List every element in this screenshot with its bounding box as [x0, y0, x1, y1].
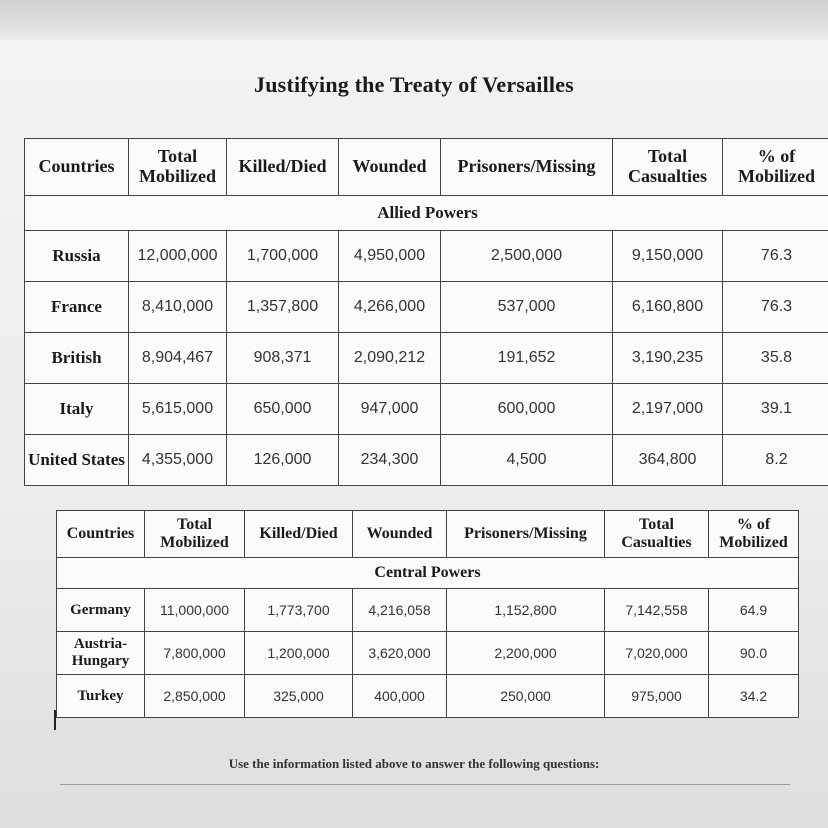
table-row: [25, 384, 828, 435]
country-cell: Austria-Hungary: [57, 632, 145, 675]
table-row: [57, 632, 799, 675]
mobilized-cell: 7,800,000: [145, 632, 245, 675]
header-prisoners-missing: Prisoners/Missing: [447, 511, 605, 558]
country-cell: United States: [25, 435, 129, 486]
pct-cell: 64.9: [709, 589, 799, 632]
table-row: [25, 333, 828, 384]
prisoners-cell: 191,652: [441, 333, 613, 384]
header-pct-mobilized: % of Mobilized: [709, 511, 799, 558]
wounded-cell: 400,000: [353, 675, 447, 718]
table-row: [57, 675, 799, 718]
prisoners-cell: 250,000: [447, 675, 605, 718]
wounded-cell: 234,300: [339, 435, 441, 486]
country-cell: France: [25, 282, 129, 333]
text-cursor: [54, 710, 56, 730]
casualties-cell: 2,197,000: [613, 384, 723, 435]
mobilized-cell: 8,904,467: [129, 333, 227, 384]
pct-cell: 76.3: [723, 282, 828, 333]
wounded-cell: 3,620,000: [353, 632, 447, 675]
central-powers-table: [56, 510, 799, 718]
prisoners-cell: 600,000: [441, 384, 613, 435]
prisoners-cell: 2,500,000: [441, 231, 613, 282]
casualties-cell: 7,020,000: [605, 632, 709, 675]
country-cell: Turkey: [57, 675, 145, 718]
header-wounded: Wounded: [339, 139, 441, 196]
header-total-casualties: Total Casualties: [613, 139, 723, 196]
allied-rows: [25, 231, 828, 486]
wounded-cell: 4,216,058: [353, 589, 447, 632]
casualties-cell: 364,800: [613, 435, 723, 486]
pct-cell: 8.2: [723, 435, 828, 486]
instructions-text: Use the information listed above to answer the following questions:: [228, 756, 600, 771]
pct-cell: 34.2: [709, 675, 799, 718]
section-label-central: Central Powers: [57, 558, 799, 589]
killed-cell: 1,200,000: [245, 632, 353, 675]
killed-cell: 325,000: [245, 675, 353, 718]
casualties-cell: 975,000: [605, 675, 709, 718]
mobilized-cell: 5,615,000: [129, 384, 227, 435]
wounded-cell: 2,090,212: [339, 333, 441, 384]
table-row: [25, 435, 828, 486]
killed-cell: 126,000: [227, 435, 339, 486]
table-row: [25, 231, 828, 282]
killed-cell: 1,357,800: [227, 282, 339, 333]
mobilized-cell: 4,355,000: [129, 435, 227, 486]
casualties-cell: 9,150,000: [613, 231, 723, 282]
header-countries: Countries: [25, 139, 129, 196]
prisoners-cell: 2,200,000: [447, 632, 605, 675]
pct-cell: 76.3: [723, 231, 828, 282]
casualties-cell: 7,142,558: [605, 589, 709, 632]
country-cell: Russia: [25, 231, 129, 282]
header-killed-died: Killed/Died: [227, 139, 339, 196]
killed-cell: 650,000: [227, 384, 339, 435]
answer-line: [60, 784, 790, 785]
prisoners-cell: 537,000: [441, 282, 613, 333]
mobilized-cell: 11,000,000: [145, 589, 245, 632]
wounded-cell: 4,950,000: [339, 231, 441, 282]
table-row: [57, 589, 799, 632]
killed-cell: 908,371: [227, 333, 339, 384]
header-total-mobilized: Total Mobilized: [129, 139, 227, 196]
section-label-allied: Allied Powers: [25, 196, 828, 231]
header-row: [25, 139, 828, 196]
page-title: Justifying the Treaty of Versailles: [254, 72, 574, 97]
country-cell: Germany: [57, 589, 145, 632]
country-cell: British: [25, 333, 129, 384]
wounded-cell: 4,266,000: [339, 282, 441, 333]
prisoners-cell: 4,500: [441, 435, 613, 486]
header-total-casualties: Total Casualties: [605, 511, 709, 558]
killed-cell: 1,700,000: [227, 231, 339, 282]
killed-cell: 1,773,700: [245, 589, 353, 632]
casualties-cell: 3,190,235: [613, 333, 723, 384]
table-row: [25, 282, 828, 333]
mobilized-cell: 8,410,000: [129, 282, 227, 333]
mobilized-cell: 2,850,000: [145, 675, 245, 718]
header-wounded: Wounded: [353, 511, 447, 558]
header-countries: Countries: [57, 511, 145, 558]
allied-powers-table: [24, 138, 828, 486]
header-killed-died: Killed/Died: [245, 511, 353, 558]
mobilized-cell: 12,000,000: [129, 231, 227, 282]
pct-cell: 35.8: [723, 333, 828, 384]
wounded-cell: 947,000: [339, 384, 441, 435]
country-cell: Italy: [25, 384, 129, 435]
header-pct-mobilized: % of Mobilized: [723, 139, 828, 196]
header-total-mobilized: Total Mobilized: [145, 511, 245, 558]
page-top-strip: [0, 0, 828, 40]
pct-cell: 39.1: [723, 384, 828, 435]
prisoners-cell: 1,152,800: [447, 589, 605, 632]
header-prisoners-missing: Prisoners/Missing: [441, 139, 613, 196]
header-row: [57, 511, 799, 558]
casualties-cell: 6,160,800: [613, 282, 723, 333]
central-rows: [57, 589, 799, 718]
pct-cell: 90.0: [709, 632, 799, 675]
